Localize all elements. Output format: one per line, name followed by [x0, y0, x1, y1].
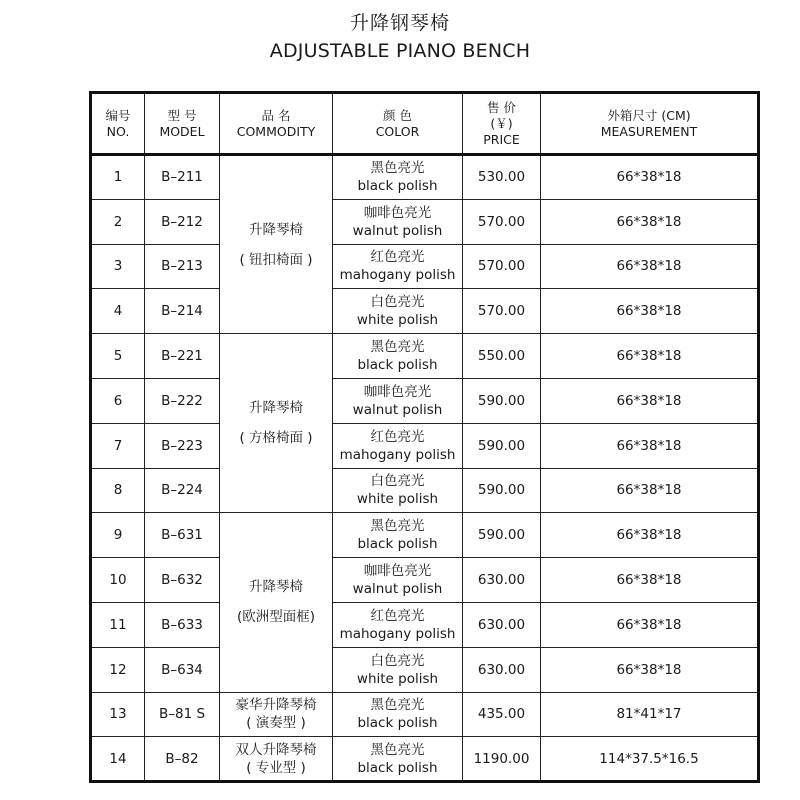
cell-measurement: 66*38*18 [541, 647, 759, 692]
cell-model: B–222 [145, 378, 220, 423]
cell-color [333, 647, 463, 692]
color-english: mahogany polish [339, 267, 456, 284]
header-commodity: 品 名 COMMODITY [220, 93, 333, 155]
cell-model: B–213 [145, 244, 220, 289]
color-chinese: 红色亮光 [370, 428, 425, 445]
color-english: mahogany polish [339, 446, 456, 463]
cell-model: B–634 [145, 647, 220, 692]
cell-model: B–211 [145, 155, 220, 200]
color-chinese: 黑色亮光 [370, 697, 425, 714]
cell-price: 630.00 [463, 558, 541, 603]
cell-commodity [220, 737, 333, 782]
table-row [91, 737, 759, 782]
commodity-note: (欧洲型面框) [236, 609, 316, 626]
cell-color [333, 513, 463, 558]
page-title-chinese: 升降钢琴椅 [349, 12, 450, 34]
cell-price: 590.00 [463, 513, 541, 558]
cell-color [333, 244, 463, 289]
table-row [91, 289, 759, 334]
commodity-name: 豪华升降琴椅 [235, 697, 317, 714]
cell-no: 6 [91, 378, 145, 423]
cell-measurement: 66*38*18 [541, 558, 759, 603]
table-row [91, 334, 759, 379]
cell-color [333, 692, 463, 737]
cell-color [333, 199, 463, 244]
cell-no: 9 [91, 513, 145, 558]
cell-measurement: 81*41*17 [541, 692, 759, 737]
cell-measurement: 66*38*18 [541, 334, 759, 379]
cell-commodity [220, 513, 333, 692]
cell-no: 12 [91, 647, 145, 692]
cell-measurement: 66*38*18 [541, 244, 759, 289]
cell-no: 5 [91, 334, 145, 379]
cell-price: 570.00 [463, 199, 541, 244]
color-english: black polish [357, 759, 438, 776]
cell-model: B–81 S [145, 692, 220, 737]
price-list-table [89, 91, 760, 783]
cell-measurement: 66*38*18 [541, 199, 759, 244]
color-english: walnut polish [352, 401, 443, 418]
cell-no: 8 [91, 468, 145, 513]
cell-measurement: 66*38*18 [541, 289, 759, 334]
color-chinese: 咖啡色亮光 [363, 563, 432, 580]
cell-measurement: 66*38*18 [541, 378, 759, 423]
commodity-note: ( 专业型 ) [246, 759, 306, 776]
cell-model: B–633 [145, 602, 220, 647]
commodity-name: 升降琴椅 [249, 579, 303, 596]
cell-model: B–212 [145, 199, 220, 244]
color-english: black polish [357, 178, 438, 195]
cell-price: 590.00 [463, 378, 541, 423]
color-english: black polish [357, 536, 438, 553]
commodity-name: 升降琴椅 [249, 400, 303, 417]
cell-no: 11 [91, 602, 145, 647]
color-chinese: 黑色亮光 [370, 518, 425, 535]
cell-measurement: 66*38*18 [541, 468, 759, 513]
table-row [91, 513, 759, 558]
color-english: white polish [356, 312, 439, 329]
cell-color [333, 423, 463, 468]
cell-color [333, 289, 463, 334]
table-header-row [91, 93, 759, 155]
header-measurement: 外箱尺寸 (CM) MEASUREMENT [541, 93, 759, 155]
table-row [91, 602, 759, 647]
commodity-name: 升降琴椅 [249, 221, 303, 238]
cell-price: 590.00 [463, 423, 541, 468]
commodity-note: ( 钮扣椅面 ) [239, 251, 313, 268]
header-model: 型 号 MODEL [145, 93, 220, 155]
commodity-name: 双人升降琴椅 [235, 741, 317, 758]
cell-no: 10 [91, 558, 145, 603]
color-english: white polish [356, 491, 439, 508]
commodity-note: ( 演奏型 ) [246, 715, 306, 732]
table-row [91, 244, 759, 289]
cell-no: 3 [91, 244, 145, 289]
cell-price: 530.00 [463, 155, 541, 200]
color-chinese: 咖啡色亮光 [363, 204, 432, 221]
cell-no: 13 [91, 692, 145, 737]
color-chinese: 黑色亮光 [370, 741, 425, 758]
cell-model: B–631 [145, 513, 220, 558]
table-row [91, 468, 759, 513]
color-english: black polish [357, 715, 438, 732]
color-chinese: 白色亮光 [370, 652, 425, 669]
cell-commodity [220, 692, 333, 737]
color-chinese: 红色亮光 [370, 249, 425, 266]
header-color: 颜 色 COLOR [333, 93, 463, 155]
cell-no: 14 [91, 737, 145, 782]
cell-color [333, 155, 463, 200]
color-chinese: 白色亮光 [370, 473, 425, 490]
color-chinese: 咖啡色亮光 [363, 383, 432, 400]
cell-price: 570.00 [463, 244, 541, 289]
cell-price: 590.00 [463, 468, 541, 513]
cell-model: B–632 [145, 558, 220, 603]
cell-no: 7 [91, 423, 145, 468]
cell-measurement: 114*37.5*16.5 [541, 737, 759, 782]
cell-color [333, 378, 463, 423]
cell-measurement: 66*38*18 [541, 513, 759, 558]
cell-model: B–224 [145, 468, 220, 513]
table-row [91, 199, 759, 244]
table-row [91, 558, 759, 603]
cell-model: B–223 [145, 423, 220, 468]
color-chinese: 白色亮光 [370, 294, 425, 311]
color-chinese: 黑色亮光 [370, 339, 425, 356]
color-english: black polish [357, 357, 438, 374]
cell-measurement: 66*38*18 [541, 602, 759, 647]
color-chinese: 黑色亮光 [370, 160, 425, 177]
cell-measurement: 66*38*18 [541, 423, 759, 468]
cell-commodity [220, 155, 333, 334]
header-price: 售 价 (￥) PRICE [463, 93, 541, 155]
cell-price: 630.00 [463, 647, 541, 692]
cell-model: B–221 [145, 334, 220, 379]
cell-no: 2 [91, 199, 145, 244]
color-english: mahogany polish [339, 625, 456, 642]
table-row [91, 692, 759, 737]
cell-model: B–214 [145, 289, 220, 334]
table-row [91, 423, 759, 468]
cell-color [333, 602, 463, 647]
cell-no: 1 [91, 155, 145, 200]
cell-price: 570.00 [463, 289, 541, 334]
cell-commodity [220, 334, 333, 513]
cell-color [333, 334, 463, 379]
page-title-english: ADJUSTABLE PIANO BENCH [269, 40, 531, 62]
cell-price: 1190.00 [463, 737, 541, 782]
table-row [91, 155, 759, 200]
color-english: white polish [356, 670, 439, 687]
color-english: walnut polish [352, 222, 443, 239]
cell-color [333, 558, 463, 603]
cell-color [333, 468, 463, 513]
table-row [91, 647, 759, 692]
cell-price: 550.00 [463, 334, 541, 379]
cell-color [333, 737, 463, 782]
cell-model: B–82 [145, 737, 220, 782]
color-english: walnut polish [352, 581, 443, 598]
cell-no: 4 [91, 289, 145, 334]
header-no: 编号 NO. [91, 93, 145, 155]
color-chinese: 红色亮光 [370, 607, 425, 624]
cell-price: 435.00 [463, 692, 541, 737]
commodity-note: ( 方格椅面 ) [239, 430, 313, 447]
table-row [91, 378, 759, 423]
cell-measurement: 66*38*18 [541, 155, 759, 200]
cell-price: 630.00 [463, 602, 541, 647]
